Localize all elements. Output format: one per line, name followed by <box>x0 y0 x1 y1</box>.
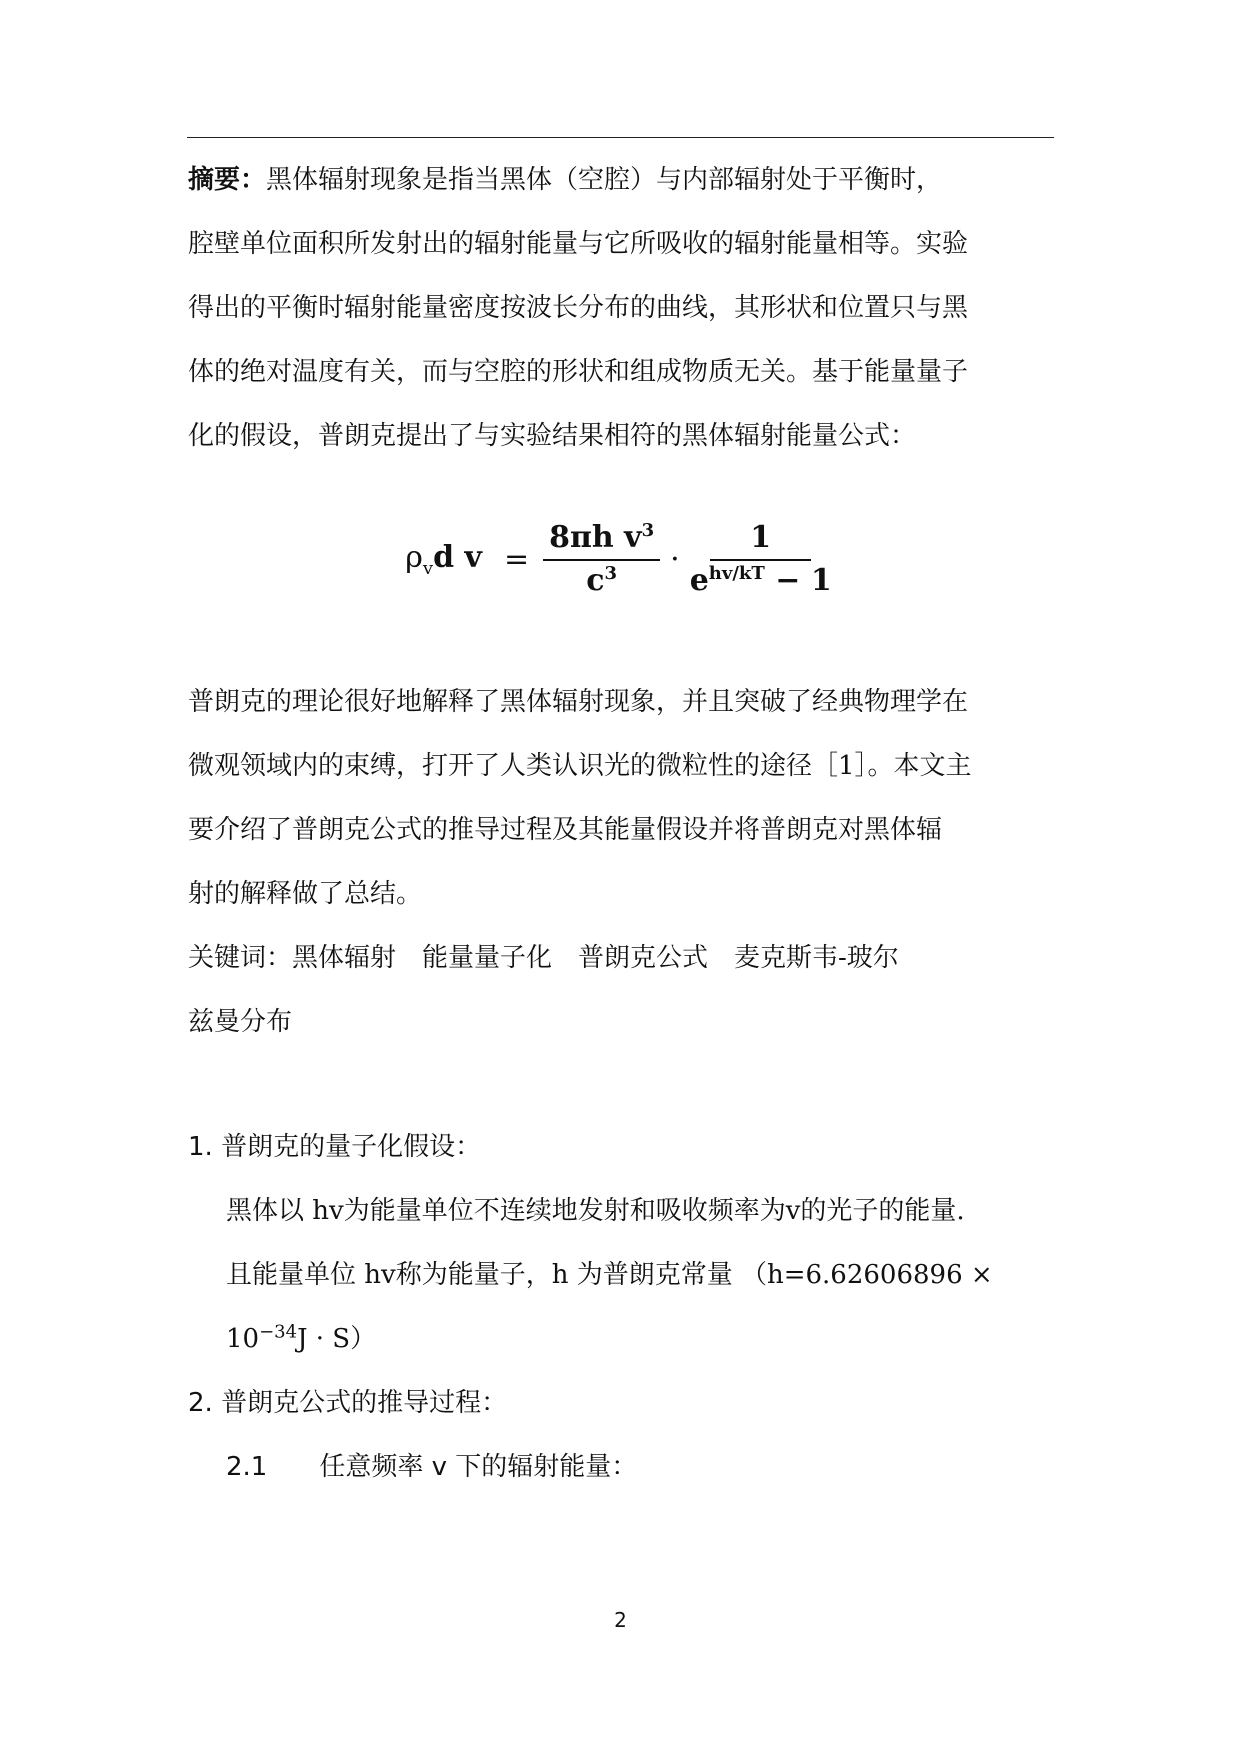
keywords-line-2: 兹曼分布 <box>188 1007 293 1037</box>
section-2-1-heading: 2.1 任意频率 v 下的辐射能量： <box>226 1452 638 1482</box>
formula-lhs: $\rho_vd$ v <box>405 539 482 579</box>
section-1-line-2: 且能量单位 hv称为能量子，h 为普朗克常量 （h=6.62606896 × <box>226 1260 993 1290</box>
section-2-heading: 2. 普朗克公式的推导过程： <box>188 1388 508 1418</box>
abstract-line-1: 摘要：黑体辐射现象是指当黑体（空腔）与内部辐射处于平衡时， <box>188 165 943 195</box>
formula-dot: · <box>670 541 680 577</box>
header-rule <box>187 137 1054 138</box>
abstract-line-5: 化的假设，普朗克提出了与实验结果相符的黑体辐射能量公式： <box>188 421 917 451</box>
keywords-line-1: 关键词：黑体辐射 能量量子化 普朗克公式 麦克斯韦-玻尔 <box>188 943 899 973</box>
abstract <box>188 148 1058 468</box>
formula-fraction-2: $\frac{1}{e^{hv/kT} - 1}$ <box>689 520 832 598</box>
conclusion <box>188 670 1058 926</box>
page-number: 2 <box>614 1608 627 1632</box>
keywords <box>188 926 1058 1054</box>
conclusion-line-3: 要介绍了普朗克公式的推导过程及其能量假设并将普朗克对黑体辐 <box>188 815 943 845</box>
formula-equals: = <box>503 541 530 577</box>
planck-formula <box>0 520 1241 598</box>
formula-fraction-1: $\frac{8\pi h v^3}{c^3}$ <box>543 520 660 598</box>
abstract-line-4: 体的绝对温度有关，而与空腔的形状和组成物质无关。基于能量量子 <box>188 357 969 387</box>
abstract-line-3: 得出的平衡时辐射能量密度按波长分布的曲线，其形状和位置只与黑 <box>188 293 969 323</box>
section-1-line-1: 黑体以 hv为能量单位不连续地发射和吸收频率为v的光子的能量. <box>226 1196 965 1226</box>
section-1-line-3: $10^{-34}J \cdot S$） <box>226 1321 377 1354</box>
abstract-label: 摘要： <box>188 165 267 195</box>
section-1-heading: 1. 普朗克的量子化假设： <box>188 1132 482 1162</box>
conclusion-line-1: 普朗克的理论很好地解释了黑体辐射现象，并且突破了经典物理学在 <box>188 687 969 717</box>
conclusion-line-4: 射的解释做了总结。 <box>188 879 423 909</box>
abstract-line-2: 腔壁单位面积所发射出的辐射能量与它所吸收的辐射能量相等。实验 <box>188 229 969 259</box>
conclusion-line-2: 微观领域内的束缚，打开了人类认识光的微粒性的途径［1］。本文主 <box>188 751 972 781</box>
keywords-label: 关键词： <box>188 943 293 973</box>
